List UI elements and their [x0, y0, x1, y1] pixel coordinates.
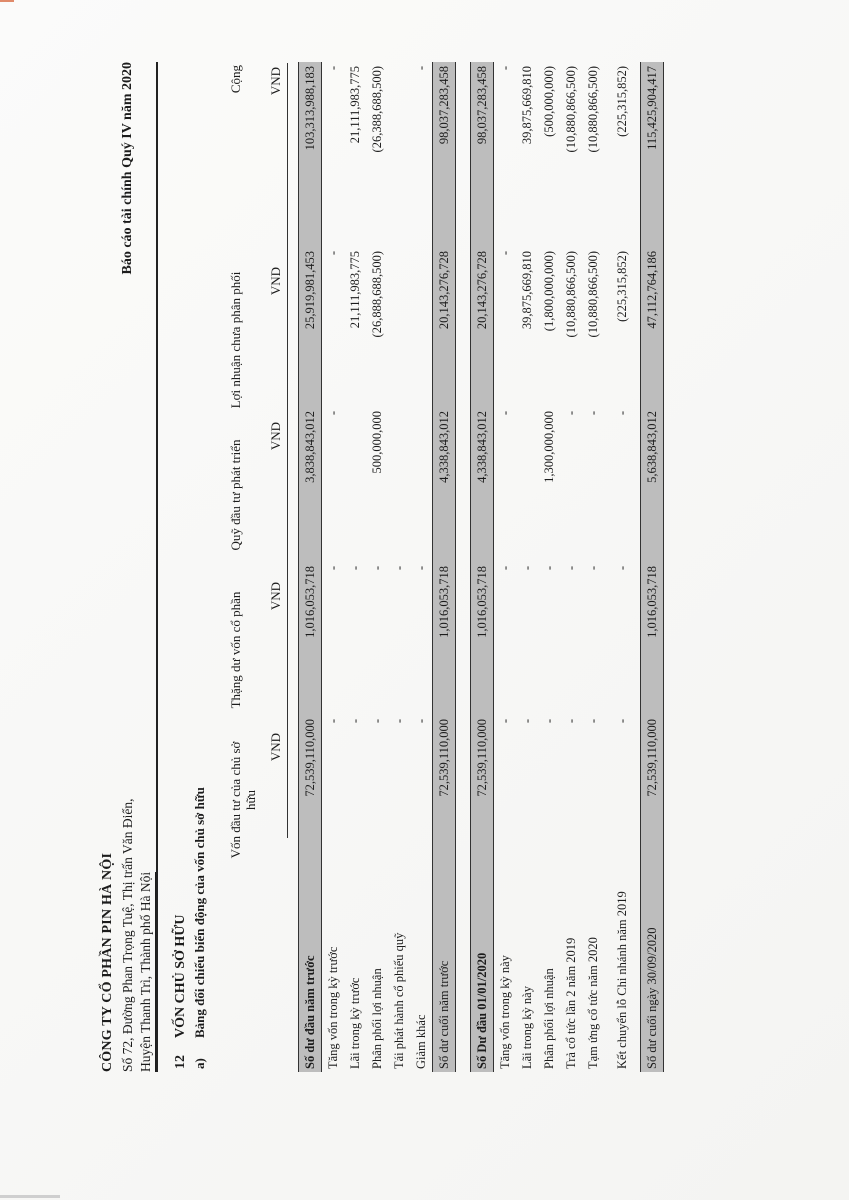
cell-value: -: [347, 566, 362, 571]
cell-value: -: [391, 566, 406, 571]
table-row: [322, 62, 345, 1072]
cell-value: 4,338,843,012: [433, 407, 456, 562]
cell-value: 20,143,276,728: [471, 247, 494, 407]
cell-value: 98,037,283,458: [433, 62, 456, 247]
cell-value: -: [519, 719, 534, 724]
cell-value: [516, 407, 538, 562]
cell-value: -: [347, 719, 362, 724]
row-label: Lãi trong kỳ này: [519, 986, 534, 1069]
equity-reconciliation-table: [298, 62, 664, 1072]
cell-value: -: [369, 566, 384, 571]
cell-value: -: [391, 719, 406, 724]
cell-value: (10,880,866,500): [563, 66, 578, 153]
cell-value: -: [325, 566, 340, 571]
row-label: Số dư đầu năm trước: [299, 860, 322, 1072]
cell-value: -: [614, 411, 629, 416]
column-header-share-premium: Thặng dư vốn cổ phần: [228, 591, 243, 709]
cell-value: -: [541, 719, 556, 724]
cell-value: [410, 407, 433, 562]
cell-value: (26,388,688,500): [369, 66, 384, 153]
cell-value: (10,880,866,500): [585, 66, 600, 153]
cell-value: 47,112,764,186: [641, 247, 664, 407]
cell-value: 3,838,843,012: [299, 407, 322, 562]
cell-value: -: [325, 251, 340, 256]
cell-value: -: [497, 719, 512, 724]
cell-value: 5,638,843,012: [641, 407, 664, 562]
cell-value: 72,539,110,000: [299, 715, 322, 860]
unit-label: VND: [268, 267, 283, 296]
row-label: Lãi trong kỳ trước: [347, 977, 362, 1069]
cell-value: [388, 407, 410, 562]
cell-value: (26,888,688,500): [369, 251, 384, 338]
company-address-line1: Số 72, Đường Phan Trọng Tuệ, Thị trấn Văn Điển,: [120, 798, 135, 1072]
table-row: [410, 62, 433, 1072]
cell-value: -: [325, 411, 340, 416]
row-label: Tăng vốn trong kỳ trước: [325, 946, 340, 1069]
cell-value: -: [325, 66, 340, 71]
cell-value: (1,800,000,000): [541, 251, 556, 332]
cell-value: -: [585, 411, 600, 416]
cell-value: 500,000,000: [369, 411, 384, 474]
row-label: Số dư cuối năm trước: [433, 860, 456, 1072]
unit-rule: [287, 63, 288, 838]
cell-value: -: [563, 719, 578, 724]
unit-label: VND: [268, 733, 283, 762]
row-label: Phân phối lợi nhuận: [369, 968, 384, 1069]
cell-value: -: [497, 566, 512, 571]
balance-row: [299, 62, 322, 1072]
cell-value: 1,016,053,718: [641, 562, 664, 715]
table-row: [366, 62, 388, 1072]
cell-value: -: [413, 719, 428, 724]
subsection-title: Bảng đối chiếu biến động của vốn chủ sở hữu: [192, 787, 207, 1038]
row-label: Kết chuyển lỗ Chi nhánh năm 2019: [614, 891, 629, 1069]
cell-value: 1,016,053,718: [471, 562, 494, 715]
section-title: VỐN CHỦ SỞ HỮU: [173, 914, 188, 1038]
cell-value: -: [369, 719, 384, 724]
column-header-development-fund: Quỹ đầu tư phát triển: [228, 439, 243, 551]
unit-label: VND: [268, 422, 283, 451]
cell-value: (225,315,852): [614, 66, 629, 137]
row-label: Số Dư đầu 01/01/2020: [471, 860, 494, 1072]
cell-value: -: [497, 66, 512, 71]
cell-value: (10,880,866,500): [585, 251, 600, 338]
cell-value: 103,313,988,183: [299, 62, 322, 247]
table-row: [560, 62, 582, 1072]
cell-value: 39,875,669,810: [519, 66, 534, 145]
cell-value: (225,315,852): [614, 251, 629, 322]
unit-label: VND: [268, 582, 283, 611]
cell-value: 98,037,283,458: [471, 62, 494, 247]
table-row: [582, 62, 604, 1072]
cell-value: 1,016,053,718: [299, 562, 322, 715]
cell-value: 4,338,843,012: [471, 407, 494, 562]
cell-value: -: [325, 719, 340, 724]
cell-value: 20,143,276,728: [433, 247, 456, 407]
cell-value: -: [497, 411, 512, 416]
balance-row: [471, 62, 494, 1072]
table-row: [344, 62, 366, 1072]
cell-value: -: [585, 719, 600, 724]
row-label: Số dư cuối ngày 30/09/2020: [641, 860, 664, 1072]
cell-value: (10,880,866,500): [563, 251, 578, 338]
cell-value: -: [497, 251, 512, 256]
cell-value: 25,919,981,453: [299, 247, 322, 407]
row-label: Tăng vốn trong kỳ này: [497, 955, 512, 1069]
table-row: [516, 62, 538, 1072]
cell-value: 72,539,110,000: [433, 715, 456, 860]
column-header-total: Cộng: [228, 65, 243, 94]
subsection-letter: a): [192, 1058, 207, 1069]
row-label: Trả cổ tức lần 2 năm 2019: [563, 937, 578, 1069]
table-row: [604, 62, 641, 1072]
cell-value: -: [413, 66, 428, 71]
cell-value: [344, 407, 366, 562]
cell-value: -: [519, 566, 534, 571]
cell-value: 115,425,904,417: [641, 62, 664, 247]
row-spacer: [456, 62, 471, 1072]
column-header-retained-earnings: Lợi nhuận chưa phân phối: [228, 271, 243, 409]
cell-value: -: [563, 411, 578, 416]
cell-value: (500,000,000): [541, 66, 556, 137]
cell-value: 1,016,053,718: [433, 562, 456, 715]
row-label: Tái phát hành cổ phiếu quỹ: [391, 932, 406, 1069]
balance-row: [433, 62, 456, 1072]
unit-label: VND: [268, 67, 283, 96]
row-label: Giảm khác: [413, 1014, 428, 1069]
cell-value: -: [413, 566, 428, 571]
header-rule: [156, 62, 158, 1072]
table-row: [494, 62, 517, 1072]
cell-value: 1,300,000,000: [541, 411, 556, 483]
company-name: CÔNG TY CỔ PHẦN PIN HÀ NỘI: [100, 852, 115, 1072]
cell-value: -: [541, 566, 556, 571]
company-address-line2: Huyện Thanh Trì, Thành phố Hà Nội: [138, 872, 156, 1072]
column-header-owner-capital: Vốn đầu tư của chủ sở hữu: [228, 741, 258, 859]
cell-value: -: [614, 719, 629, 724]
cell-value: [410, 247, 433, 407]
cell-value: [388, 62, 410, 247]
cell-value: 21,111,983,775: [347, 251, 362, 329]
table-row: [388, 62, 410, 1072]
cell-value: -: [563, 566, 578, 571]
row-label: Tạm ứng cổ tức năm 2020: [585, 937, 600, 1069]
cell-value: 39,875,669,810: [519, 251, 534, 330]
cell-value: -: [614, 566, 629, 571]
cell-value: 21,111,983,775: [347, 66, 362, 144]
report-title: Báo cáo tài chính Quý IV năm 2020: [120, 62, 135, 275]
cell-value: -: [585, 566, 600, 571]
cell-value: [388, 247, 410, 407]
table-row: [538, 62, 560, 1072]
cell-value: 72,539,110,000: [471, 715, 494, 860]
cell-value: 72,539,110,000: [641, 715, 664, 860]
balance-row: [641, 62, 664, 1072]
row-label: Phân phối lợi nhuận: [541, 968, 556, 1069]
section-number: 12: [173, 1055, 188, 1069]
